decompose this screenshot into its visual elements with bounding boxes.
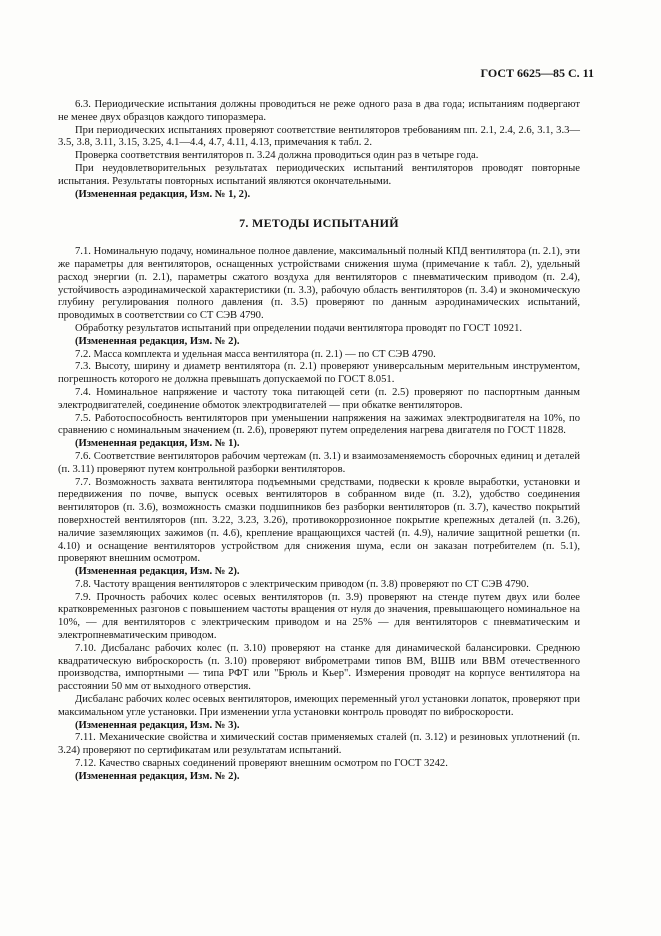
amendment-note: (Измененная редакция, Изм. № 1, 2). <box>75 188 251 200</box>
section-title: 7. МЕТОДЫ ИСПЫТАНИЙ <box>239 216 399 231</box>
paragraph: 7.8. Частоту вращения вентиляторов с электрическим приводом (п. 3.8) проверяют по СТ СЭВ 4790. <box>75 578 529 590</box>
amendment-note: (Измененная редакция, Изм. № 2). <box>75 770 240 782</box>
paragraph: При периодических испытаниях проверяют соответствие вентиляторов требованиям пп. 2.1, 2.4, 2.6, 3.1, 3.3—3.5, 3.8, 3.11, 3.15, 3.25, 4.1—4.4, 4.7, 4.11, 4.13, примечания к табл. 2. <box>58 124 580 149</box>
page-header: ГОСТ 6625—85 С. 11 <box>480 66 594 80</box>
amendment-note: (Измененная редакция, Изм. № 2). <box>75 335 240 347</box>
paragraph: 7.1. Номинальную подачу, номинальное полное давление, максимальный полный КПД вентилятора (п. 2.1), эти же параметры для вентиляторов, оснащенных устройствами снижения шума (примечание к табл. 2), удельный расход энергии (п. 2.1), параметры сжатого воздуха для вентиляторов с пневматическим приводом (п. 2.4), устойчивость аэродинамической характеристики (п. 3.3), рабочую область вентиляторов (п. 3.4) и экономическую глубину регулирования полного давления (п. 3.5) проверяют по данным аэродинамических испытаний, проводимых в соответствии со СТ СЭВ 4790. <box>58 246 580 322</box>
paragraph: При неудовлетворительных результатах периодических испытаний вентиляторов проводят повторные испытания. Результаты повторных испытаний являются окончательными. <box>58 162 580 187</box>
amendment-note: (Измененная редакция, Изм. № 2). <box>75 566 240 578</box>
paragraph: 6.3. Периодические испытания должны проводиться не реже одного раза в два года; испытаниям подвергают не менее двух образцов каждого типоразмера. <box>58 99 580 123</box>
paragraph: 7.12. Качество сварных соединений проверяют внешним осмотром по ГОСТ 3242. <box>75 758 448 770</box>
document-body <box>58 99 580 784</box>
paragraph: Дисбаланс рабочих колес осевых вентиляторов, имеющих переменный угол установки лопаток, проверяют при максимальном угле установки. При изменении угла установки контроль проводят по виброскорости. <box>58 694 580 718</box>
paragraph: Проверка соответствия вентиляторов п. 3.24 должна проводиться один раз в четыре года. <box>75 150 479 162</box>
paragraph: 7.3. Высоту, ширину и диаметр вентилятора (п. 2.1) проверяют универсальным мерительным инструментом, погрешность которого не должна превышать допускаемой по ГОСТ 8.051. <box>58 361 580 386</box>
paragraph: 7.11. Механические свойства и химический состав применяемых сталей (п. 3.12) и резиновых уплотнений (п. 3.24) проверяют по сертификатам или результатам испытаний. <box>58 732 580 757</box>
amendment-note: (Измененная редакция, Изм. № 1). <box>75 438 240 450</box>
paragraph: Обработку результатов испытаний при определении подачи вентилятора проводят по ГОСТ 10921. <box>75 322 523 334</box>
paragraph: 7.9. Прочность рабочих колес осевых вентиляторов (п. 3.9) проверяют на стенде путем двух или более кратковременных разгонов с повышением частоты вращения от нуля до значения, превышающего номинальное на 10%, — для вентиляторов с электрическим приводом и на 25% — для вентиляторов с пневматическим и электропневматическим приводом. <box>58 591 580 642</box>
paragraph: 7.4. Номинальное напряжение и частоту тока питающей сети (п. 2.5) проверяют по паспортным данным электродвигателей, соединение обмоток электродвигателей — при обкатке вентиляторов. <box>58 386 580 411</box>
paragraph: 7.6. Соответствие вентиляторов рабочим чертежам (п. 3.1) и взаимозаменяемость сборочных единиц и деталей (п. 3.11) проверяют путем контрольной разборки вентиляторов. <box>58 450 580 475</box>
paragraph: 7.2. Масса комплекта и удельная масса вентилятора (п. 2.1) — по СТ СЭВ 4790. <box>75 348 436 360</box>
paragraph: 7.10. Дисбаланс рабочих колес (п. 3.10) проверяют на станке для динамической балансировки. Среднюю квадратическую виброскорость (п. 3.10) проверяют виброметрами типов ВМ, ВШВ или ВВМ отечественного производства, импортными — типа РФТ или "Брюль и Кьер". Измерения проводят на корпусе вентилятора на расстоянии 50 мм от выходного отверстия. <box>58 642 580 693</box>
amendment-note: (Измененная редакция, Изм. № 3). <box>75 719 240 731</box>
paragraph: 7.5. Работоспособность вентиляторов при уменьшении напряжения на зажимах электродвигателя на 10%, по сравнению с номинальным значением (п. 2.6), проверяют путем определения нагрева двигателя по ГОСТ 11828. <box>58 412 580 437</box>
paragraph: 7.7. Возможность захвата вентилятора подъемными средствами, подвески к кровле выработки, установки и передвижения по почве, выпуск осевых вентиляторов в собранном виде (п. 3.2), удобство соединения вентиляторов (п. 3.6), возможность смазки подшипников без разборки вентиляторов (п. 3.7), качество покрытий поверхностей вентиляторов (пп. 3.22, 3.23, 3.26), противокоррозионное покрытие крепежных деталей (п. 3.26), наличие заземляющих зажимов (п. 4.6), крепление вращающихся частей (п. 4.9), наличие защитной решетки (п. 4.10) и оснащение вентиляторов устройством для снижения шума, если он заказан потребителем (п. 5.1), проверяют внешним осмотром. <box>58 476 580 565</box>
